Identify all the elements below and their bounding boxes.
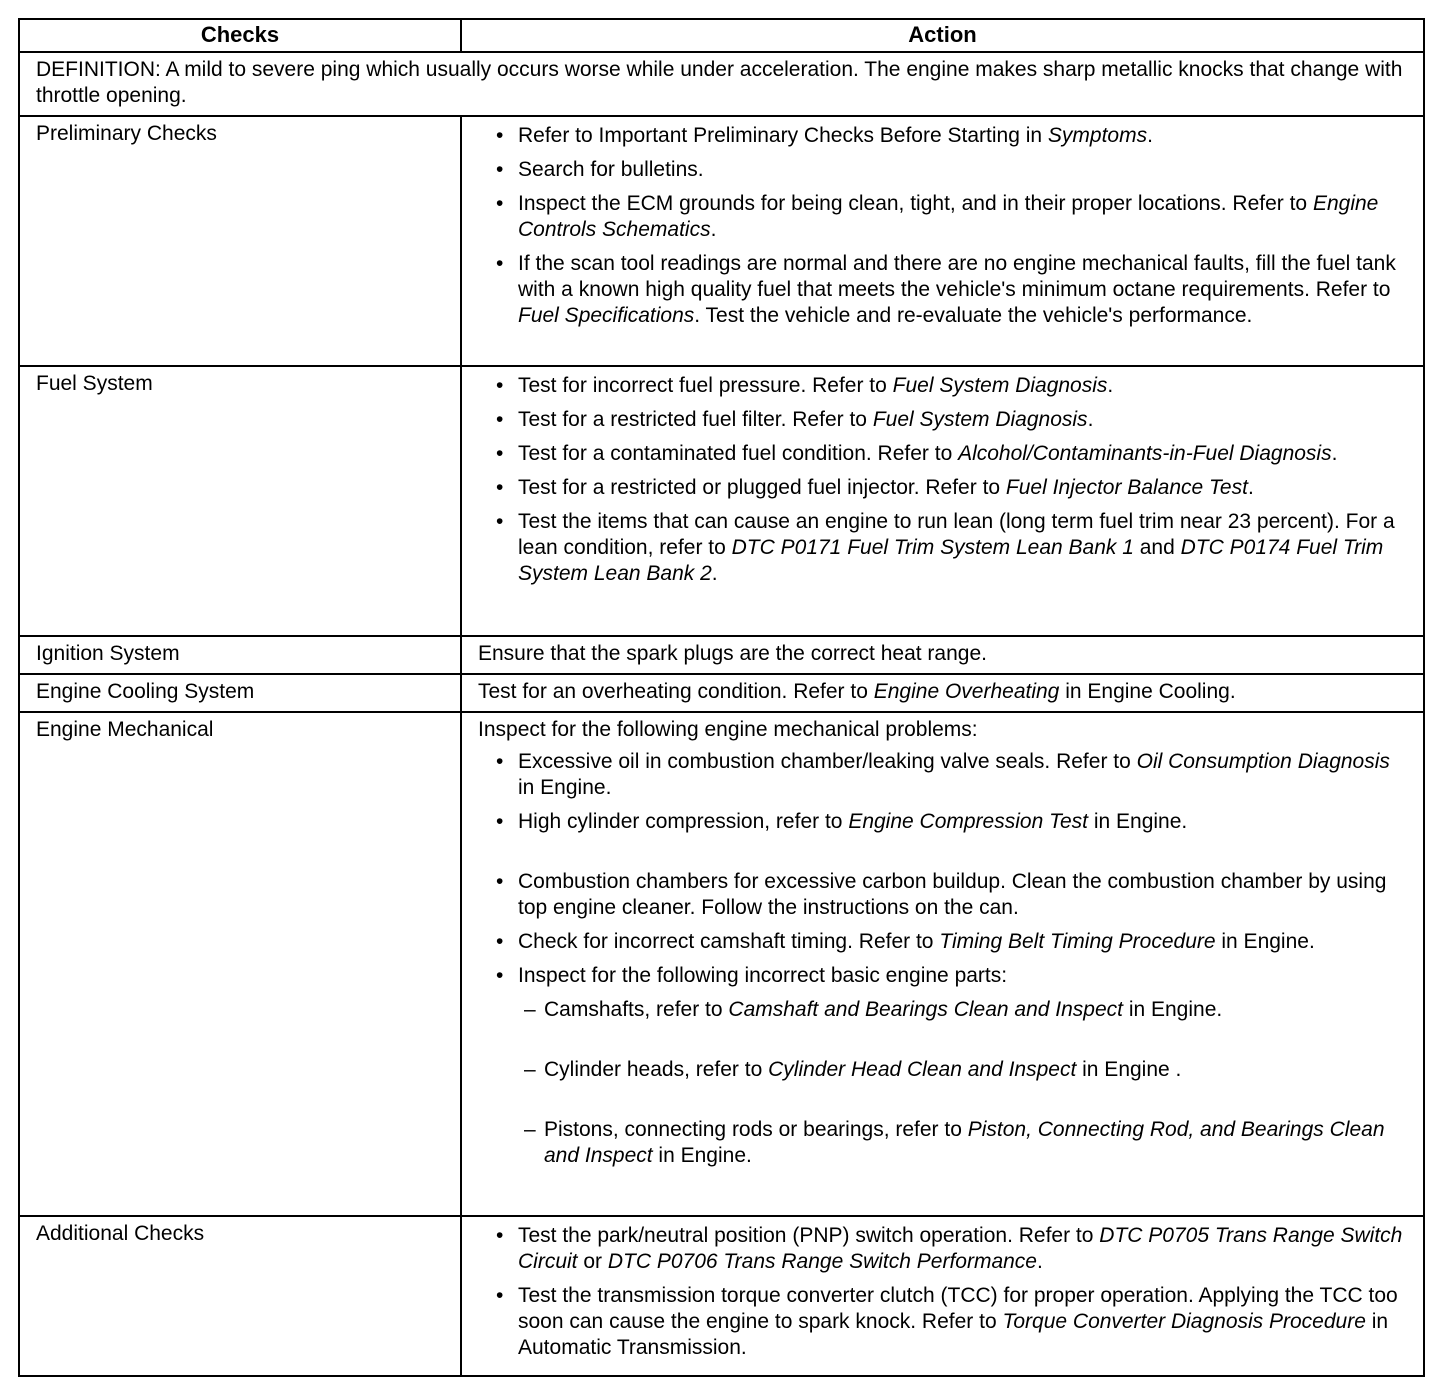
list-item: • Test the items that can cause an engine to run lean (long term fuel trim near 23 percent). For a lean condition, refer to DTC P0171 Fuel Trim System Lean Bank 1 and DTC P0174 Fuel Trim System Lean Bank 2. <box>518 509 1407 587</box>
table-row <box>19 636 1424 674</box>
list-item: • Excessive oil in combustion chamber/leaking valve seals. Refer to Oil Consumption Diagnosis in Engine. <box>518 749 1407 801</box>
sub-list-item: – Pistons, connecting rods or bearings, refer to Piston, Connecting Rod, and Bearings Clean and Inspect in Engine. <box>544 1117 1407 1169</box>
reference-link: Fuel Injector Balance Test <box>1005 476 1248 499</box>
reference-link: Timing Belt Timing Procedure <box>939 930 1216 953</box>
table-row <box>19 712 1424 1216</box>
reference-link: DTC P0705 Trans Range Switch Circuit <box>518 1224 1403 1273</box>
header-row <box>19 19 1424 52</box>
check-preliminary: Preliminary Checks <box>19 116 461 366</box>
check-fuel-system: Fuel System <box>19 366 461 636</box>
table-row <box>19 674 1424 712</box>
mechanical-intro: Inspect for the following engine mechanical problems: <box>478 718 978 741</box>
reference-link: Camshaft and Bearings Clean and Inspect <box>728 998 1123 1021</box>
list-item: • Combustion chambers for excessive carbon buildup. Clean the combustion chamber by using top engine cleaner. Follow the instructions on the can. <box>518 869 1407 921</box>
action-preliminary <box>461 116 1424 366</box>
diagnostic-table <box>18 18 1425 1377</box>
reference-link: Fuel Specifications <box>518 304 695 327</box>
list-item: • Inspect for the following incorrect basic engine parts: – Camshafts, refer to Camshaft and Bearings Clean and Inspect in Engine. – Cylinder heads, refer to Cylinder Head Clean and Inspect in Engine . – Pistons, connecting rods or bearings, refer to Piston, Connecting Rod, and Bearings Clean and Inspect in Engine. <box>518 963 1407 1169</box>
reference-link: Cylinder Head Clean and Inspect <box>768 1058 1077 1081</box>
table-row <box>19 116 1424 366</box>
reference-link: DTC P0174 Fuel Trim System Lean Bank 2 <box>518 536 1384 585</box>
list-item: • If the scan tool readings are normal and there are no engine mechanical faults, fill the fuel tank with a known high quality fuel that meets the vehicle's minimum octane requirements. Refer to Fuel Specifications. Test the vehicle and re-evaluate the vehicle's performance. <box>518 251 1407 329</box>
reference-link: Oil Consumption Diagnosis <box>1136 750 1390 773</box>
reference-link: Torque Converter Diagnosis Procedure <box>1002 1310 1366 1333</box>
reference-link: Fuel System Diagnosis <box>872 408 1088 431</box>
action-header: Action <box>461 19 1424 52</box>
check-engine-cooling: Engine Cooling System <box>19 674 461 712</box>
list-item: • Test for a restricted or plugged fuel injector. Refer to Fuel Injector Balance Test. <box>518 475 1407 501</box>
action-ignition-system: Ensure that the spark plugs are the correct heat range. <box>461 636 1424 674</box>
list-item: • Test for a contaminated fuel condition. Refer to Alcohol/Contaminants-in-Fuel Diagnosis. <box>518 441 1407 467</box>
list-item: • High cylinder compression, refer to Engine Compression Test in Engine. <box>518 809 1407 835</box>
reference-link: Engine Compression Test <box>848 810 1088 833</box>
list-item: • Test the park/neutral position (PNP) switch operation. Refer to DTC P0705 Trans Range Switch Circuit or DTC P0706 Trans Range Switch Performance. <box>518 1223 1407 1275</box>
sub-list-item: – Camshafts, refer to Camshaft and Bearings Clean and Inspect in Engine. <box>544 997 1407 1023</box>
definition-text: DEFINITION: A mild to severe ping which usually occurs worse while under acceleration. The engine makes sharp metallic knocks that change with throttle opening. <box>19 52 1424 116</box>
check-engine-mechanical: Engine Mechanical <box>19 712 461 1216</box>
reference-link: DTC P0171 Fuel Trim System Lean Bank 1 <box>731 536 1134 559</box>
sub-list-item: – Cylinder heads, refer to Cylinder Head Clean and Inspect in Engine . <box>544 1057 1407 1083</box>
checks-header: Checks <box>19 19 461 52</box>
action-additional <box>461 1216 1424 1376</box>
reference-link: Engine Overheating <box>873 680 1060 703</box>
list-item: • Test for incorrect fuel pressure. Refer to Fuel System Diagnosis. <box>518 373 1407 399</box>
list-item: • Test for a restricted fuel filter. Refer to Fuel System Diagnosis. <box>518 407 1407 433</box>
list-item: • Check for incorrect camshaft timing. Refer to Timing Belt Timing Procedure in Engine. <box>518 929 1407 955</box>
list-item: • Test the transmission torque converter clutch (TCC) for proper operation. Applying the TCC too soon can cause the engine to spark knock. Refer to Torque Converter Diagnosis Procedure in Automatic Transmission. <box>518 1283 1407 1361</box>
reference-link: Piston, Connecting Rod, and Bearings Clean and Inspect <box>544 1118 1385 1167</box>
action-fuel-system <box>461 366 1424 636</box>
reference-link: Fuel System Diagnosis <box>892 374 1108 397</box>
list-item: • Inspect the ECM grounds for being clean, tight, and in their proper locations. Refer to Engine Controls Schematics. <box>518 191 1407 243</box>
reference-link: Engine Controls Schematics <box>518 192 1379 241</box>
check-additional: Additional Checks <box>19 1216 461 1376</box>
check-ignition-system: Ignition System <box>19 636 461 674</box>
list-item: • Search for bulletins. <box>518 157 1407 183</box>
table-row <box>19 1216 1424 1376</box>
reference-link: DTC P0706 Trans Range Switch Performance <box>607 1250 1037 1273</box>
reference-link: Symptoms <box>1047 124 1148 147</box>
reference-link: Alcohol/Contaminants-in-Fuel Diagnosis <box>958 442 1332 465</box>
table-row <box>19 366 1424 636</box>
list-item: • Refer to Important Preliminary Checks Before Starting in Symptoms. <box>518 123 1407 149</box>
action-engine-cooling: Test for an overheating condition. Refer to Engine Overheating in Engine Cooling. <box>461 674 1424 712</box>
action-engine-mechanical <box>461 712 1424 1216</box>
definition-row <box>19 52 1424 116</box>
